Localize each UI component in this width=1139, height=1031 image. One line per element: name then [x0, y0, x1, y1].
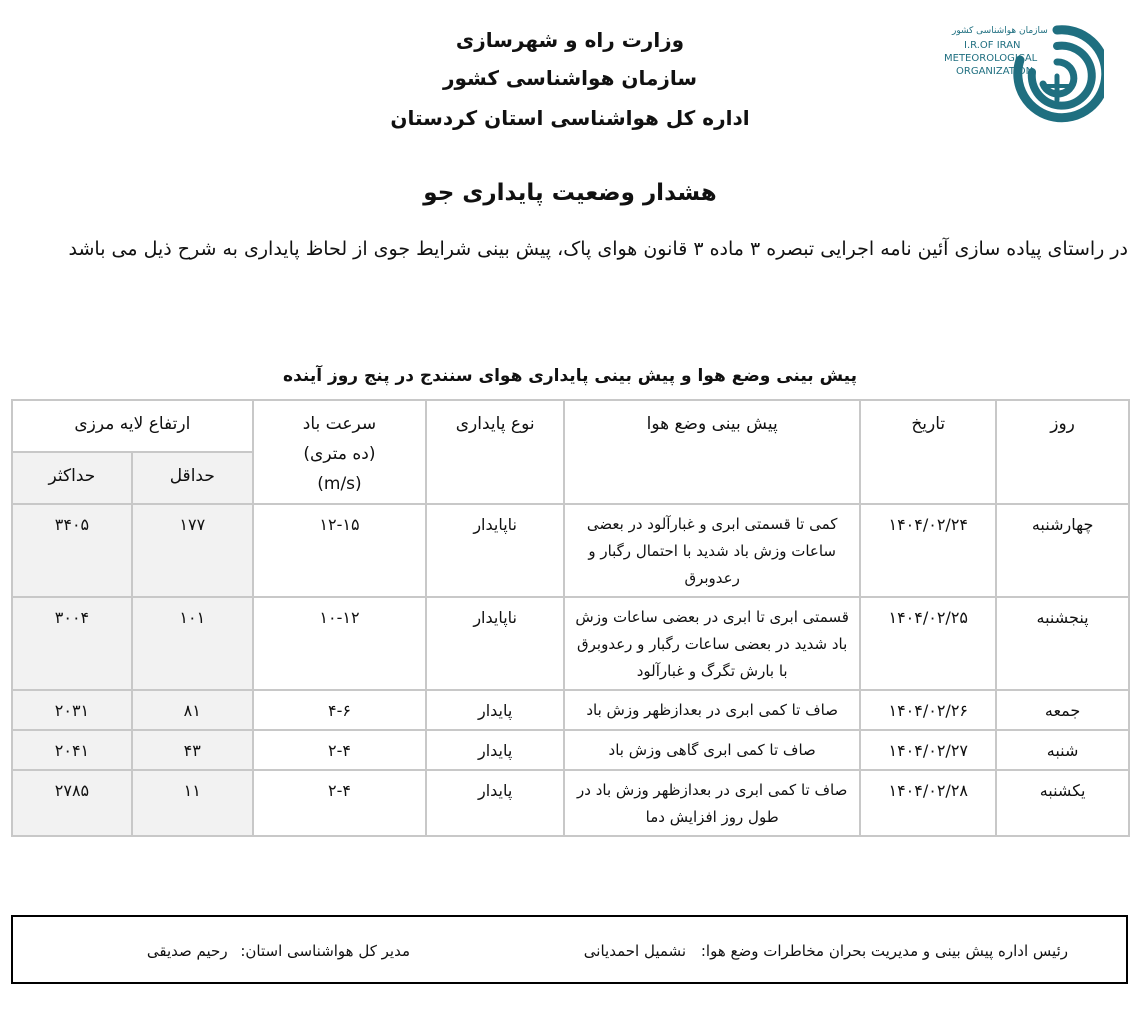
- logo-line-3: ORGANIZATION: [956, 66, 1034, 77]
- header-wind-label: سرعت باد: [302, 414, 377, 434]
- cell-weather: کمی تا قسمتی ابری و غبارآلود در بعضی ساعات وزش باد شدید با احتمال رگبار و رعدوبرق: [564, 504, 860, 597]
- cell-wind: ۱۰-۱۲: [253, 597, 427, 690]
- header-date: تاریخ: [860, 400, 996, 504]
- cell-min: ۸۱: [132, 690, 253, 730]
- cell-stability: پایدار: [426, 730, 564, 770]
- table-row: [12, 770, 1129, 836]
- cell-date: ۱۴۰۴/۰۲/۲۵: [860, 597, 996, 690]
- header-wind-unit-2: (m/s): [317, 474, 362, 494]
- forecast-table: [11, 399, 1130, 837]
- document-title: هشدار وضعیت پایداری جو: [423, 180, 717, 206]
- cell-min: ۱۱: [132, 770, 253, 836]
- header-min: حداقل: [132, 452, 253, 504]
- cell-stability: پایدار: [426, 690, 564, 730]
- cell-max: ۲۰۳۱: [12, 690, 132, 730]
- meteorological-organization-logo: [942, 20, 1104, 144]
- cell-weather: صاف تا کمی ابری در بعدازظهر وزش باد در طول روز افزایش دما: [564, 770, 860, 836]
- cell-stability: پایدار: [426, 770, 564, 836]
- cell-weather: صاف تا کمی ابری گاهی وزش باد: [564, 730, 860, 770]
- cell-day: شنبه: [996, 730, 1129, 770]
- cell-min: ۱۷۷: [132, 504, 253, 597]
- cell-max: ۳۰۰۴: [12, 597, 132, 690]
- cell-wind: ۱۲-۱۵: [253, 504, 427, 597]
- cell-max: ۲۷۸۵: [12, 770, 132, 836]
- header-day: روز: [996, 400, 1129, 504]
- cell-max: ۳۴۰۵: [12, 504, 132, 597]
- signature-director-name: رحیم صدیقی: [146, 942, 228, 960]
- cell-wind: ۲-۴: [253, 730, 427, 770]
- signature-box: [11, 915, 1128, 984]
- cell-day: چهارشنبه: [996, 504, 1129, 597]
- spiral-logo-icon: [942, 20, 1104, 144]
- signature-director-label: مدیر کل هواشناسی استان:: [240, 942, 410, 960]
- table-row: [12, 504, 1129, 597]
- cell-weather: صاف تا کمی ابری در بعدازظهر وزش باد: [564, 690, 860, 730]
- cell-date: ۱۴۰۴/۰۲/۲۶: [860, 690, 996, 730]
- cell-date: ۱۴۰۴/۰۲/۲۴: [860, 504, 996, 597]
- header-department: اداره کل هواشناسی استان کردستان: [390, 106, 750, 130]
- header-organization: سازمان هواشناسی کشور: [442, 66, 698, 90]
- signature-forecast-head-name: نشمیل احمدیانی: [583, 942, 687, 960]
- header-weather: پیش بینی وضع هوا: [564, 400, 860, 504]
- table-row: [12, 730, 1129, 770]
- cell-min: ۴۳: [132, 730, 253, 770]
- logo-line-1: I.R.OF IRAN: [964, 40, 1021, 51]
- cell-day: جمعه: [996, 690, 1129, 730]
- cell-weather: قسمتی ابری تا ابری در بعضی ساعات وزش باد شدید در بعضی ساعات رگبار و رعدوبرق با بارش تگرگ و غبارآلود: [564, 597, 860, 690]
- cell-wind: ۴-۶: [253, 690, 427, 730]
- table-title: پیش بینی وضع هوا و پیش بینی پایداری هوای سنندج در پنج روز آینده: [283, 366, 857, 386]
- header-max: حداکثر: [12, 452, 132, 504]
- cell-max: ۲۰۴۱: [12, 730, 132, 770]
- header-stability: نوع پایداری: [426, 400, 564, 504]
- table-row: [12, 690, 1129, 730]
- table-row: [12, 597, 1129, 690]
- header-wind: [253, 400, 427, 504]
- logo-line-2: METEOROLOGICAL: [944, 53, 1038, 64]
- cell-stability: ناپایدار: [426, 504, 564, 597]
- cell-min: ۱۰۱: [132, 597, 253, 690]
- cell-day: پنجشنبه: [996, 597, 1129, 690]
- signature-forecast-head-label: رئیس اداره پیش بینی و مدیریت بحران مخاطرات وضع هوا:: [700, 942, 1068, 960]
- cell-wind: ۲-۴: [253, 770, 427, 836]
- signature-director: [147, 942, 410, 960]
- header-boundary-layer: ارتفاع لایه مرزی: [12, 400, 253, 452]
- cell-date: ۱۴۰۴/۰۲/۲۷: [860, 730, 996, 770]
- cell-date: ۱۴۰۴/۰۲/۲۸: [860, 770, 996, 836]
- signature-forecast-head: [584, 942, 1068, 960]
- cell-stability: ناپایدار: [426, 597, 564, 690]
- header-ministry: وزارت راه و شهرسازی: [455, 28, 685, 52]
- cell-day: یکشنبه: [996, 770, 1129, 836]
- header-wind-unit-1: (ده متری): [303, 444, 376, 464]
- logo-name-fa: سازمان هواشناسی کشور: [952, 26, 1048, 36]
- intro-paragraph: در راستای پیاده سازی آئین نامه اجرایی تبصره ۳ ماده ۳ قانون هوای پاک، پیش بینی شرایط جوی از لحاظ پایداری به شرح ذیل می باشد: [68, 238, 1128, 260]
